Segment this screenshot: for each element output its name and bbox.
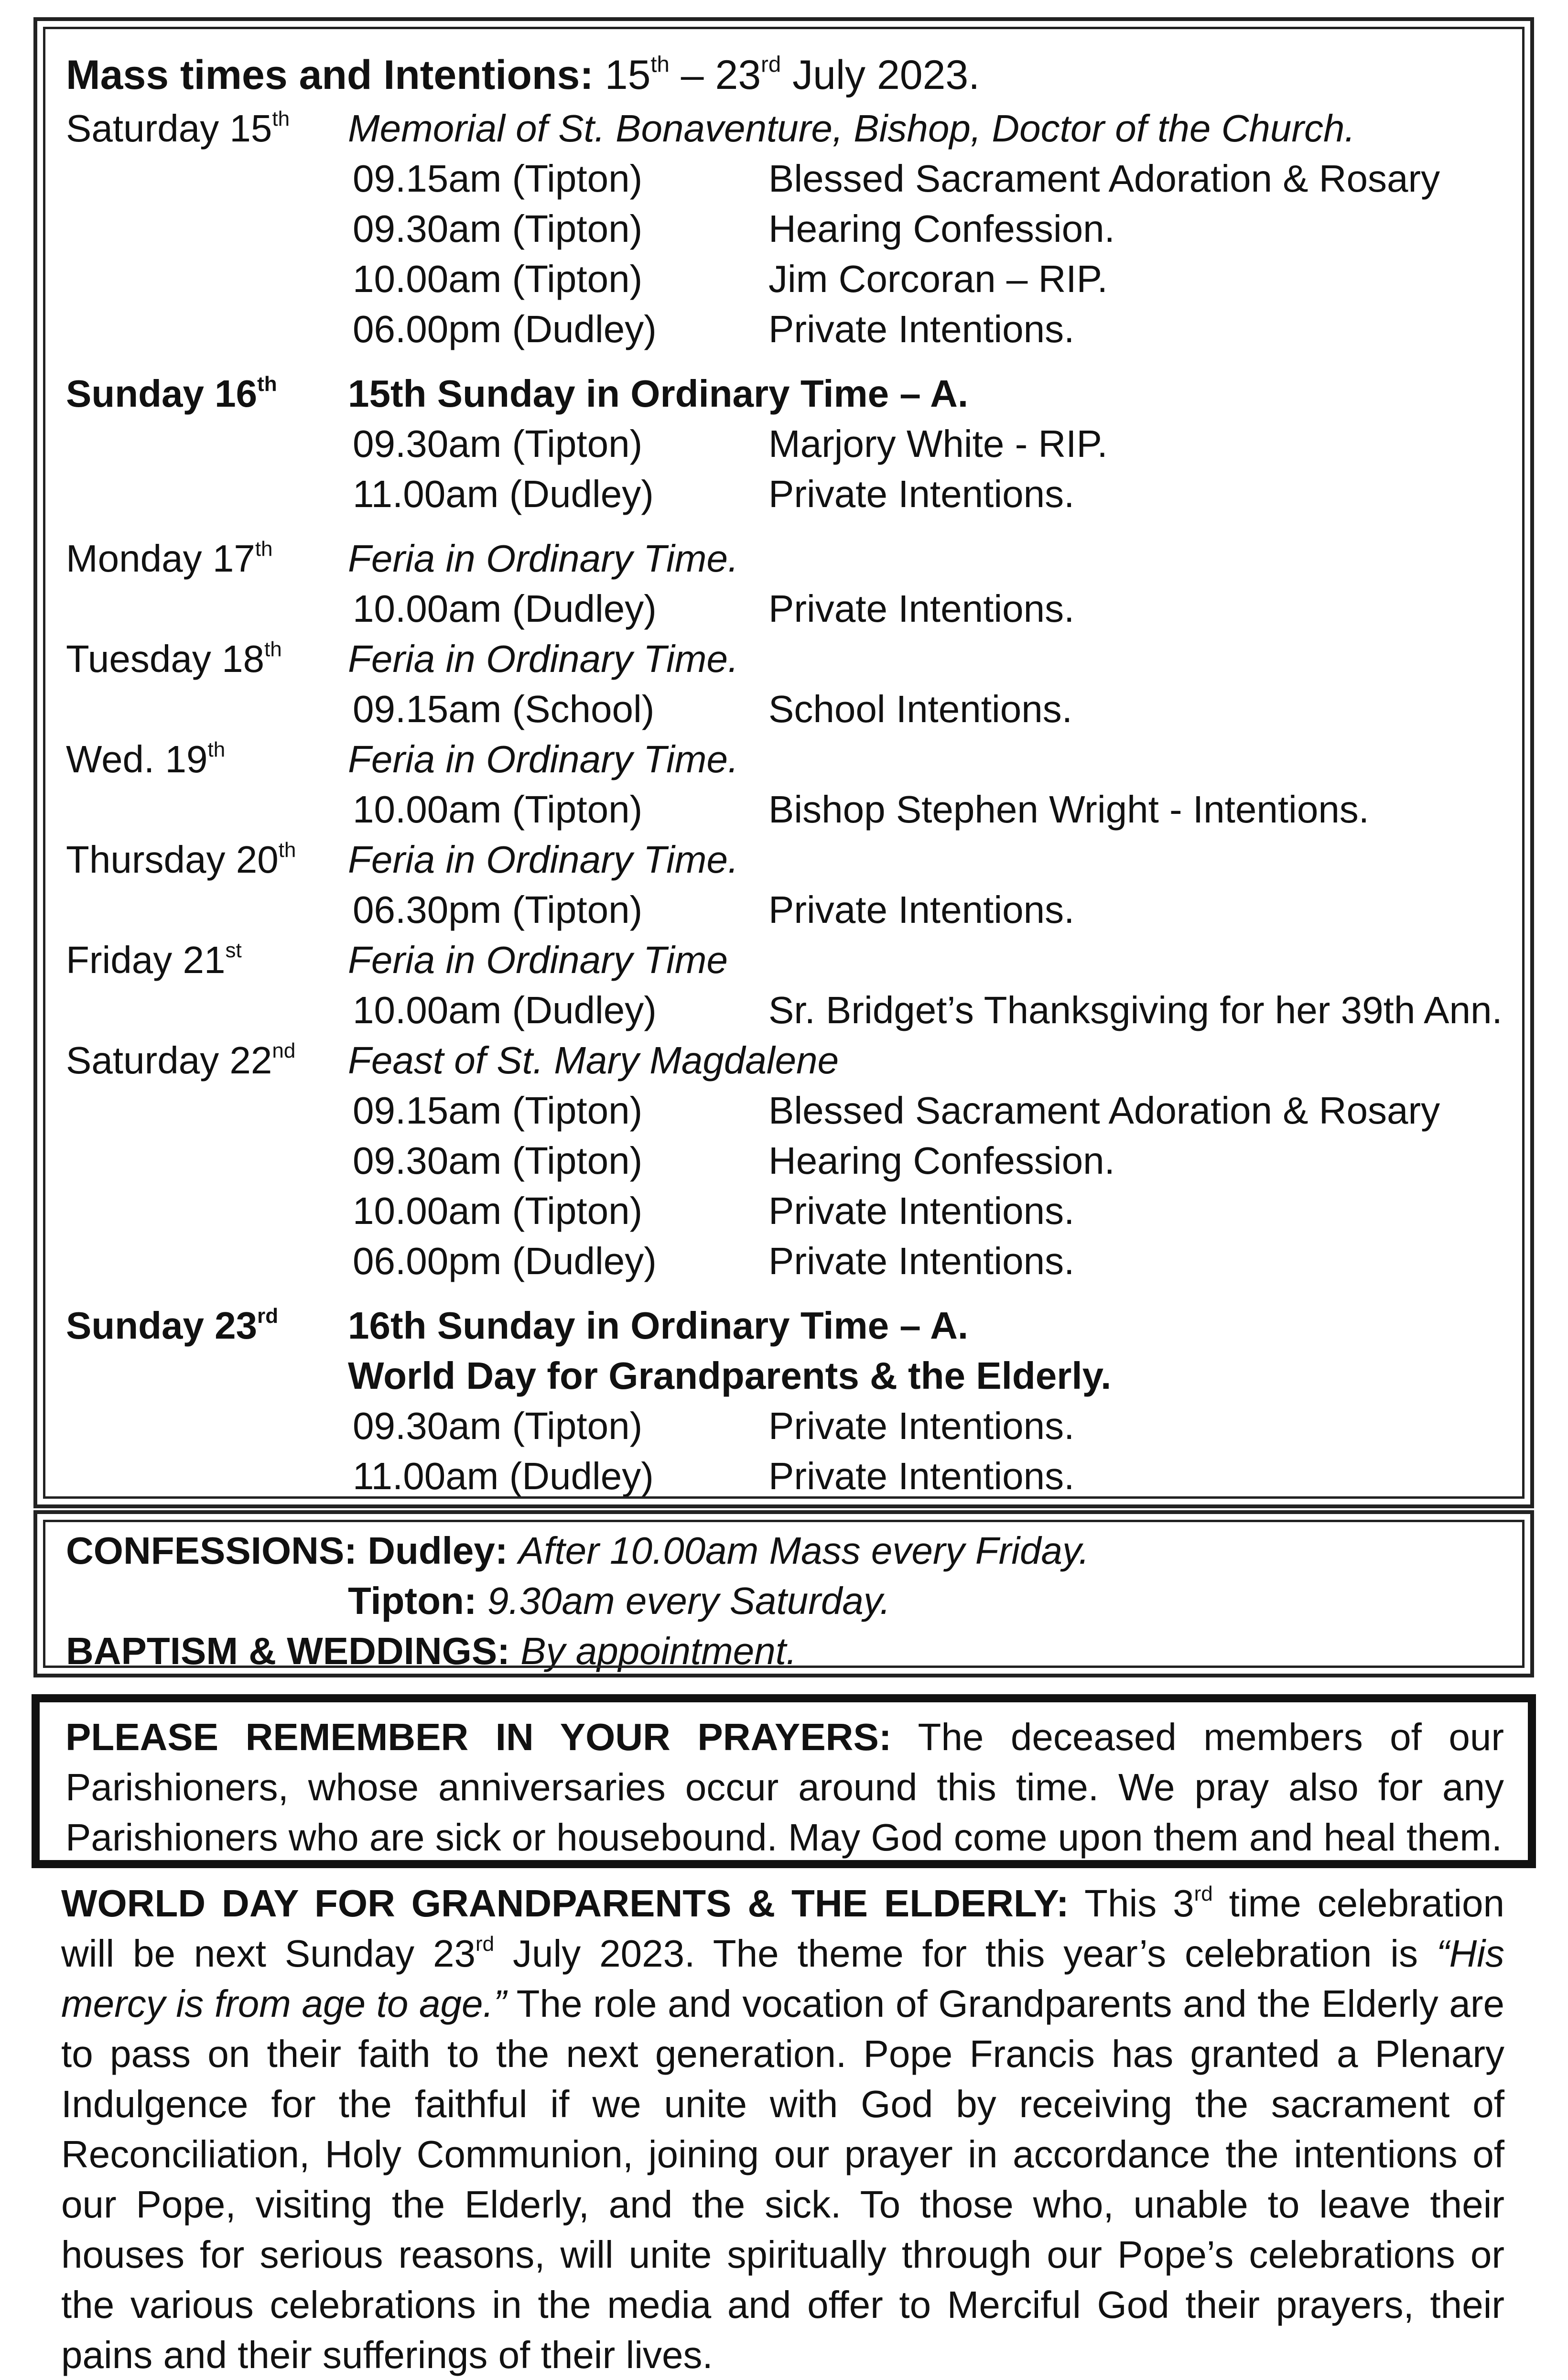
liturgical-day: Feria in Ordinary Time. — [348, 838, 739, 881]
mass-day-label — [66, 103, 290, 153]
mass-entry-row — [66, 1136, 1511, 1186]
mass-title-sup: rd — [761, 52, 781, 77]
mass-day-header-row — [66, 533, 1511, 584]
mass-day-ordinal: th — [255, 537, 273, 561]
mass-schedule — [66, 103, 1511, 1501]
mass-day — [66, 103, 1511, 354]
mass-day-ordinal: nd — [272, 1039, 296, 1062]
mass-title-sup: th — [650, 52, 670, 77]
world-day-paragraph — [61, 1878, 1504, 2380]
mass-day-name: Tuesday 18 — [66, 638, 265, 680]
world-day-label: WORLD DAY FOR GRANDPARENTS & THE ELDERLY: — [61, 1882, 1069, 1925]
mass-day-ordinal: th — [264, 638, 282, 661]
mass-day-ordinal: th — [278, 838, 296, 862]
mass-time: 06.00pm (Dudley) — [353, 1240, 657, 1282]
prayers-paragraph — [65, 1712, 1504, 1862]
liturgical-day: Feria in Ordinary Time — [348, 939, 728, 981]
world-day-text: July 2023. The theme for this year’s celebration is — [494, 1932, 1437, 1975]
mass-day — [66, 1300, 1511, 1501]
mass-title-date-start: 15 — [593, 52, 651, 98]
mass-entry-row — [66, 419, 1511, 469]
liturgical-day: Feria in Ordinary Time. — [348, 738, 739, 780]
mass-day-header-row — [66, 1300, 1511, 1351]
prayers-text: The deceased members of our Parishioners, whose anniversaries occur around this time. We pray also for any Parishioners who are sick or housebound. May God come upon them and heal them. — [65, 1716, 1504, 1859]
mass-day-label — [66, 834, 296, 885]
mass-day-name: Friday 21 — [66, 939, 226, 981]
world-day-text: This 3 — [1084, 1882, 1194, 1925]
mass-day-name: Monday 17 — [66, 537, 255, 580]
mass-time: 09.30am (Tipton) — [353, 207, 643, 250]
mass-time: 10.00am (Dudley) — [353, 989, 657, 1031]
mass-time: 10.00am (Tipton) — [353, 258, 643, 300]
mass-day-label — [66, 1035, 295, 1085]
mass-day-label — [66, 533, 273, 584]
confessions-content — [66, 1525, 1511, 1676]
mass-day-label — [66, 734, 225, 784]
mass-day — [66, 533, 1511, 634]
prayers-content — [65, 1712, 1504, 1862]
mass-time: 09.30am (Tipton) — [353, 422, 643, 465]
mass-time: 09.30am (Tipton) — [353, 1139, 643, 1182]
baptism-row — [66, 1626, 1511, 1676]
mass-intention: Blessed Sacrament Adoration & Rosary — [768, 157, 1440, 200]
mass-time: 09.15am (Tipton) — [353, 157, 643, 200]
confessions-box — [33, 1510, 1534, 1677]
mass-entry-row — [66, 1236, 1511, 1286]
confessions-dudley-row — [66, 1525, 1511, 1576]
section-spacer — [66, 1286, 1511, 1300]
mass-day-name: Wed. 19 — [66, 738, 208, 780]
mass-day-name: Saturday 15 — [66, 107, 272, 150]
mass-intention: Private Intentions. — [768, 1240, 1075, 1282]
mass-intention: Private Intentions. — [768, 473, 1075, 515]
mass-entry-row — [66, 784, 1511, 834]
mass-intention: Private Intentions. — [768, 308, 1075, 350]
mass-entry-row — [66, 1451, 1511, 1501]
mass-entry-row — [66, 254, 1511, 304]
mass-intention: Sr. Bridget’s Thanksgiving for her 39th Ann. — [768, 989, 1503, 1031]
mass-entry-row — [66, 469, 1511, 519]
mass-time: 09.15am (School) — [353, 688, 655, 730]
baptism-label: BAPTISM & WEDDINGS: — [66, 1630, 510, 1672]
dudley-label: Dudley: — [368, 1529, 508, 1572]
confessions-label: CONFESSIONS: — [66, 1529, 357, 1572]
mass-intention: Private Intentions. — [768, 888, 1075, 931]
confessions-tipton-row — [66, 1576, 1511, 1626]
mass-day — [66, 1035, 1511, 1286]
liturgical-day: Memorial of St. Bonaventure, Bishop, Doctor of the Church. — [348, 107, 1355, 150]
mass-title-label: Mass times and Intentions: — [66, 52, 594, 98]
mass-entry-row — [66, 1401, 1511, 1451]
mass-day-name: Sunday 16 — [66, 372, 258, 415]
mass-day-label — [66, 935, 242, 985]
mass-day-ordinal: th — [207, 738, 226, 761]
mass-day-ordinal: rd — [257, 1304, 279, 1328]
mass-time: 09.15am (Tipton) — [353, 1089, 643, 1132]
mass-day-header-row — [66, 368, 1511, 419]
mass-day-header-row — [66, 935, 1511, 985]
mass-intention: Hearing Confession. — [768, 1139, 1115, 1182]
mass-day-header-row — [66, 734, 1511, 784]
mass-entry-row — [66, 1186, 1511, 1236]
mass-time: 10.00am (Tipton) — [353, 1190, 643, 1232]
mass-day-ordinal: st — [225, 939, 242, 962]
mass-intention: Bishop Stephen Wright - Intentions. — [768, 788, 1370, 831]
liturgical-day: Feria in Ordinary Time. — [348, 638, 739, 680]
mass-day-label — [66, 634, 282, 684]
mass-intention: Private Intentions. — [768, 1190, 1075, 1232]
world-day-section — [61, 1878, 1504, 2380]
mass-day — [66, 834, 1511, 935]
prayers-box — [32, 1694, 1536, 1868]
mass-times-content — [66, 32, 1511, 1497]
mass-day-name: Thursday 20 — [66, 838, 279, 881]
section-spacer — [66, 519, 1511, 533]
mass-time: 09.30am (Tipton) — [353, 1405, 643, 1447]
mass-entry-row — [66, 204, 1511, 254]
mass-day-ordinal: th — [257, 372, 277, 396]
mass-time: 10.00am (Dudley) — [353, 587, 657, 630]
mass-day-header-row — [66, 1351, 1511, 1401]
mass-time: 06.00pm (Dudley) — [353, 308, 657, 350]
baptism-text: By appointment. — [520, 1630, 797, 1672]
world-day-text: time celebration will be next Sunday 23 — [61, 1882, 1504, 1975]
mass-intention: Blessed Sacrament Adoration & Rosary — [768, 1089, 1440, 1132]
mass-intention: Private Intentions. — [768, 1405, 1075, 1447]
tipton-confession-time: 9.30am every Saturday. — [487, 1579, 891, 1622]
world-day-text: The role and vocation of Grandparents and the Elderly are to pass on their faith to the next generation. Pope Francis has granted a Plenary Indulgence for the faithful if we unite with God by receiving the sacrament of Reconciliation, Holy Communion, joining our prayer in accordance the intentions of our Pope, visiting the Elderly, and the sick. To those who, unable to leave their houses for serious reasons, will unite spiritually through our Pope’s celebrations or the various celebrations in the media and offer to Merciful God their prayers, their pains and their sufferings of their lives. — [61, 1982, 1504, 2376]
liturgical-day: Feria in Ordinary Time. — [348, 537, 739, 580]
mass-day — [66, 935, 1511, 1035]
mass-entry-row — [66, 584, 1511, 634]
mass-day-label — [66, 1300, 278, 1351]
tipton-label: Tipton: — [348, 1579, 477, 1622]
mass-title-date-end: – 23 — [669, 52, 761, 98]
mass-title-month: July 2023. — [781, 52, 980, 98]
mass-day — [66, 634, 1511, 734]
world-day-theme-quote: “His mercy is from age to age.” — [61, 1932, 1505, 2025]
mass-time: 11.00am (Dudley) — [353, 1455, 654, 1497]
mass-entry-row — [66, 684, 1511, 734]
world-day-sup: rd — [476, 1932, 495, 1956]
mass-times-title — [66, 47, 1511, 103]
liturgical-day: 15th Sunday in Ordinary Time – A. — [348, 372, 969, 415]
mass-day-header-row — [66, 834, 1511, 885]
prayers-label: PLEASE REMEMBER IN YOUR PRAYERS: — [65, 1716, 892, 1758]
section-spacer — [66, 354, 1511, 368]
mass-entry-row — [66, 304, 1511, 354]
mass-entry-row — [66, 985, 1511, 1035]
mass-entry-row — [66, 1085, 1511, 1136]
mass-intention: Private Intentions. — [768, 1455, 1075, 1497]
mass-day — [66, 734, 1511, 834]
mass-intention: School Intentions. — [768, 688, 1072, 730]
mass-day-label — [66, 368, 277, 419]
mass-day-header-row — [66, 103, 1511, 153]
mass-day-header-row — [66, 1035, 1511, 1085]
mass-intention: Marjory White - RIP. — [768, 422, 1108, 465]
mass-day — [66, 368, 1511, 519]
mass-intention: Private Intentions. — [768, 587, 1075, 630]
mass-intention: Hearing Confession. — [768, 207, 1115, 250]
mass-entry-row — [66, 885, 1511, 935]
liturgical-day: Feast of St. Mary Magdalene — [348, 1039, 839, 1082]
mass-entry-row — [66, 153, 1511, 204]
mass-day-header-row — [66, 634, 1511, 684]
mass-time: 11.00am (Dudley) — [353, 473, 654, 515]
liturgical-day: 16th Sunday in Ordinary Time – A. — [348, 1304, 969, 1347]
liturgical-day: World Day for Grandparents & the Elderly. — [348, 1354, 1112, 1397]
world-day-sup: rd — [1194, 1882, 1213, 1905]
mass-intention: Jim Corcoran – RIP. — [768, 258, 1108, 300]
mass-times-box — [33, 17, 1534, 1508]
mass-time: 06.30pm (Tipton) — [353, 888, 643, 931]
mass-day-ordinal: th — [272, 107, 290, 130]
mass-day-name: Saturday 22 — [66, 1039, 272, 1082]
dudley-confession-time: After 10.00am Mass every Friday. — [518, 1529, 1090, 1572]
mass-day-name: Sunday 23 — [66, 1304, 258, 1347]
mass-time: 10.00am (Tipton) — [353, 788, 643, 831]
